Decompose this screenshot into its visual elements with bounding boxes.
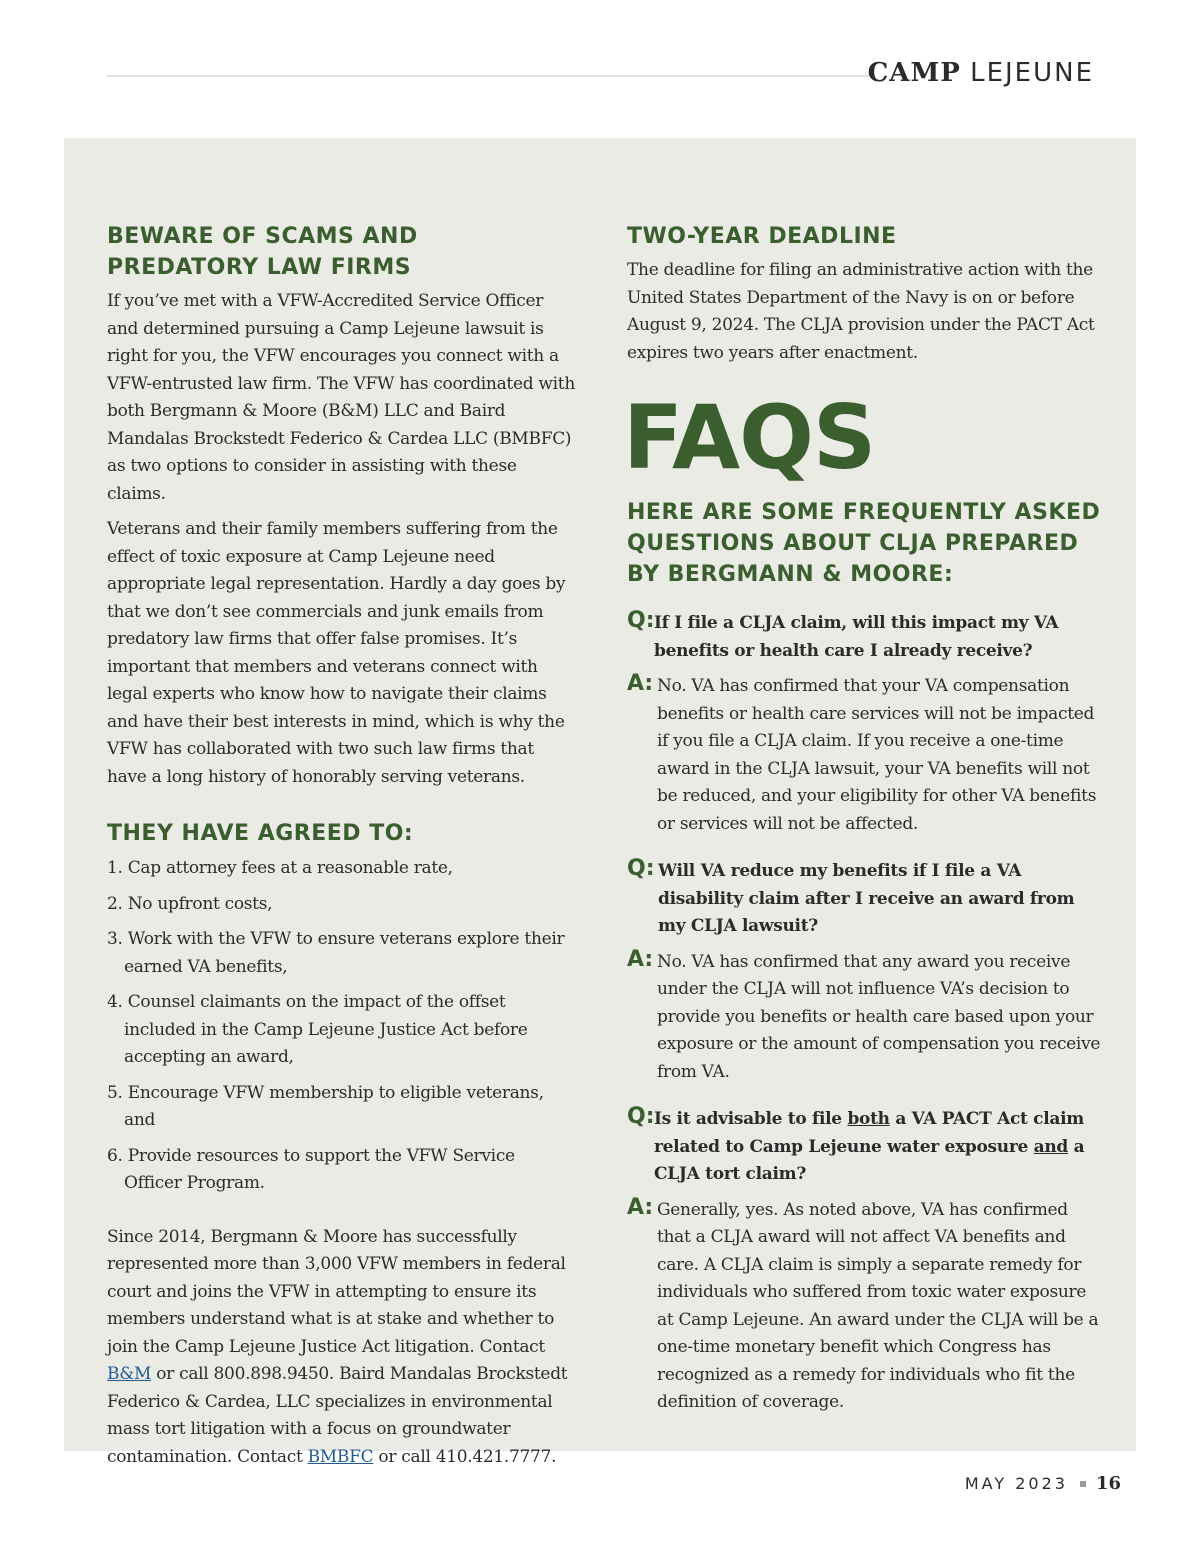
bm-link[interactable]: B&M (107, 1364, 152, 1384)
deadline-paragraph: The deadline for filing an administrative action with the United States Department of the Navy is on or before August 9, 2024. The CLJA provision under the PACT Act expires two years after enactment. (627, 260, 1095, 363)
deadline-heading: TWO-YEAR DEADLINE (627, 224, 897, 249)
answer-row (627, 673, 1102, 838)
question-text-b: a VA PACT Act claim related to Camp Lejeune water exposure (654, 1109, 1084, 1157)
answer-text: No. VA has confirmed that any award you receive under the CLJA will not influence VA’s decision to provide you benefits or health care based upon your exposure or the amount of compensation you receive from VA. (657, 951, 1101, 1082)
answer-row (627, 946, 1102, 1087)
answer-row (627, 1194, 1102, 1417)
list-item: 1. Cap attorney fees at a reasonable rate, (107, 858, 453, 878)
left-column (107, 221, 577, 1471)
question-text-a: Is it advisable to file (654, 1109, 848, 1129)
question-row (627, 1106, 1102, 1189)
since-text-a: Since 2014, Bergmann & Moore has successfully represented more than 3,000 VFW members in federal court and joins the VFW in attempting to ensure its members understand what is at stake and whether to join the Camp Lejeune Justice Act litigation. Contact (107, 1226, 566, 1357)
agreed-heading: THEY HAVE AGREED TO: (107, 821, 414, 846)
question-row (627, 610, 1102, 665)
answer-text: No. VA has confirmed that your VA compensation benefits or health care services will not be impacted if you file a CLJA claim. If you receive a one-time award in the CLJA lawsuit, your VA benefits will not be reduced, and your eligibility for other VA benefits or services will not be affected. (657, 676, 1097, 834)
page-footer (965, 1473, 1121, 1494)
section-title (868, 58, 1094, 88)
faq-item-1 (627, 610, 1102, 838)
footer-separator (1080, 1481, 1086, 1487)
section-title-strong: CAMP (867, 58, 961, 88)
answer-text: Generally, yes. As noted above, VA has confirmed that a CLJA award will not affect VA benefits and care. A CLJA claim is simply a separate remedy for individuals who suffered from toxic water exposure at Camp Lejeune. An award under the CLJA will be a one-time monetary benefit which Congress has recognized as a remedy for individuals who fit the definition of coverage. (657, 1199, 1099, 1412)
question-text (654, 1106, 1102, 1189)
issue-date: MAY 2023 (964, 1474, 1068, 1493)
faq-item-3 (627, 1106, 1102, 1417)
scams-paragraph-1: If you’ve met with a VFW-Accredited Service Officer and determined pursuing a Camp Lejeune lawsuit is right for you, the VFW encourages you connect with a VFW-entrusted law firm. The VFW has coordinated with both Bergmann & Moore (B&M) LLC and Baird Mandalas Brockstedt Federico & Cardea LLC (BMBFC) as two options to consider in assisting with these claims. (107, 291, 575, 504)
answer-mark-label: A: (627, 671, 654, 696)
underlined-and: and (1033, 1136, 1069, 1157)
list-item: 5. Encourage VFW membership to eligible veterans, and (107, 1082, 544, 1130)
section-title-light: LEJEUNE (970, 58, 1094, 88)
question-mark-label: Q: (627, 1104, 655, 1129)
bmbfc-link[interactable]: BMBFC (307, 1446, 374, 1467)
answer-mark-label: A: (627, 1194, 654, 1220)
answer-mark-label: A: (627, 946, 654, 972)
scams-paragraph-2: Veterans and their family members suffering from the effect of toxic exposure at Camp Lejeune need appropriate legal representation. Hardly a day goes by that we don’t see commercials and junk emails from predatory law firms that offer false promises. It’s important that members and veterans connect with legal experts who know how to navigate their claims and have their best interests in mind, which is why the VFW has collaborated with two such law firms that have a long history of honorably serving veterans. (107, 519, 566, 787)
list-item: 3. Work with the VFW to ensure veterans explore their earned VA benefits, (107, 929, 565, 977)
question-mark-label: Q: (627, 856, 655, 881)
agreed-list (107, 855, 577, 1198)
faq-item-2 (627, 858, 1102, 1086)
underlined-both: both (847, 1109, 890, 1129)
right-column (623, 221, 1102, 1417)
since-paragraph (107, 1224, 577, 1472)
question-text-c: a CLJA tort claim? (654, 1136, 1085, 1184)
scams-heading: BEWARE OF SCAMS AND PREDATORY LAW FIRMS (107, 224, 418, 280)
question-mark-label: Q: (627, 608, 655, 633)
faqs-intro-heading: HERE ARE SOME FREQUENTLY ASKED QUESTIONS ABOUT CLJA PREPARED BY BERGMANN & MOORE: (627, 500, 1101, 587)
list-item: 6. Provide resources to support the VFW Service Officer Program. (107, 1145, 515, 1193)
header-rule (107, 75, 873, 77)
faqs-title: FAQS (623, 386, 876, 489)
page-number: 16 (1095, 1473, 1121, 1494)
since-text-b: or call 800.898.9450. Baird Mandalas Brockstedt Federico & Cardea, LLC specializes in environmental mass tort litigation with a focus on groundwater contamination. Contact (107, 1364, 568, 1467)
question-text: Will VA reduce my benefits if I file a VA disability claim after I receive an award from my CLJA lawsuit? (658, 861, 1075, 936)
list-item: 2. No upfront costs, (107, 893, 273, 914)
question-text: If I file a CLJA claim, will this impact my VA benefits or health care I already receive? (654, 613, 1059, 661)
since-text-c: or call 410.421.7777. (373, 1446, 557, 1467)
question-row (627, 858, 1102, 941)
list-item: 4. Counsel claimants on the impact of the offset included in the Camp Lejeune Justice Act before accepting an award, (107, 992, 528, 1067)
